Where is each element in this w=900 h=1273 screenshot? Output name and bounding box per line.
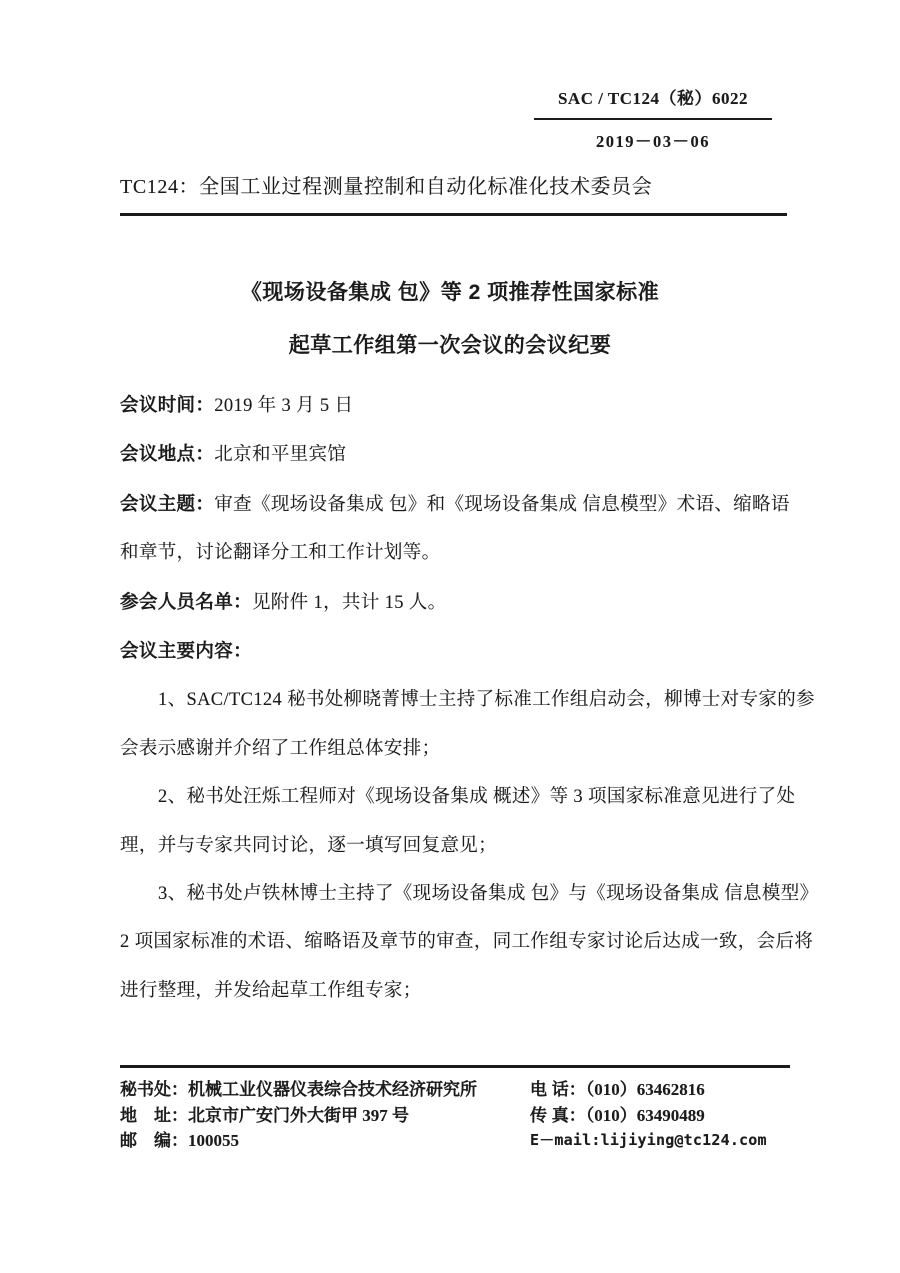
- meeting-place-label: 会议地点：: [120, 443, 215, 465]
- fax-value: （010）63490489: [585, 1105, 705, 1125]
- footer-email-row: [530, 1128, 810, 1154]
- attendees-label: 参会人员名单：: [120, 590, 252, 612]
- body-line-attendees: [120, 578, 790, 627]
- phone-value: （010）63462816: [585, 1080, 705, 1099]
- meeting-time-label: 会议时间：: [120, 394, 215, 415]
- body-line-meeting-topic-cont: 和章节，讨论翻译分工和工作计划等。: [120, 543, 441, 564]
- body-line-meeting-place: [120, 430, 790, 479]
- doc-number: SAC / TC124（秘）6022: [557, 89, 749, 108]
- footer-secretariat-row: [120, 1077, 530, 1103]
- body-line-meeting-topic: [120, 480, 790, 529]
- address-label: 地 址：: [120, 1105, 188, 1125]
- email-label: E－mail:: [530, 1131, 601, 1149]
- doc-number-divider: [534, 118, 772, 120]
- body-line-main-content-heading: [120, 627, 790, 676]
- document-title: [0, 276, 900, 359]
- body-line-item-3-cont-1: 2 项国家标准的术语、缩略语及章节的审查，同工作组专家讨论后达成一致，会后将: [120, 932, 814, 953]
- doc-date: 2019－03－06: [596, 132, 710, 151]
- body-line-meeting-time: [120, 381, 790, 430]
- body-line-item-2: 2、秘书处汪烁工程师对《现场设备集成 概述》等 3 项国家标准意见进行了处: [158, 787, 796, 808]
- email-value: lijiying@tc124.com: [600, 1131, 767, 1149]
- meeting-topic-label: 会议主题：: [120, 492, 215, 514]
- postcode-label: 邮 编：: [120, 1131, 188, 1150]
- meeting-time-value: 2019 年 3 月 5 日: [214, 396, 354, 416]
- postcode-value: 100055: [188, 1131, 239, 1150]
- header-divider: [120, 213, 787, 216]
- document-body: [120, 381, 819, 1015]
- phone-label: 电 话：: [530, 1080, 586, 1099]
- body-line-item-2-cont: 理，并与专家共同讨论，逐一填写回复意见；: [120, 835, 498, 856]
- fax-label: 传 真：: [530, 1105, 586, 1125]
- body-line-item-3: 3、秘书处卢铁林博士主持了《现场设备集成 包》与《现场设备集成 信息模型》: [158, 884, 819, 905]
- committee-name: TC124：全国工业过程测量控制和自动化标准化技术委员会: [120, 176, 653, 198]
- body-line-item-3-cont-2: 进行整理，并发给起草工作组专家；: [120, 980, 422, 1001]
- footer-left-column: [120, 1077, 530, 1154]
- body-line-item-1: 1、SAC/TC124 秘书处柳晓菁博士主持了标准工作组启动会，柳博士对专家的参: [158, 690, 815, 711]
- secretariat-value: 机械工业仪器仪表综合技术经济研究所: [188, 1080, 477, 1099]
- footer-address-row: [120, 1103, 530, 1129]
- document-header: [534, 84, 772, 152]
- meeting-topic-value: 审查《现场设备集成 包》和《现场设备集成 信息模型》术语、缩略语: [214, 494, 790, 515]
- footer-fax-row: [530, 1103, 810, 1129]
- title-line-1: 《现场设备集成 包》等 2 项推荐性国家标准: [240, 281, 660, 304]
- footer-phone-row: [530, 1077, 810, 1103]
- address-value: 北京市广安门外大街甲 397 号: [188, 1105, 409, 1125]
- meeting-place-value: 北京和平里宾馆: [214, 445, 347, 466]
- main-content-label: 会议主要内容：: [120, 640, 252, 662]
- document-footer: [120, 1077, 810, 1154]
- footer-postcode-row: [120, 1128, 530, 1154]
- footer-divider: [120, 1065, 790, 1068]
- secretariat-label: 秘书处：: [120, 1080, 188, 1099]
- title-line-2: 起草工作组第一次会议的会议纪要: [288, 334, 612, 357]
- body-line-item-1-cont: 会表示感谢并介绍了工作组总体安排；: [120, 738, 441, 759]
- attendees-value: 见附件 1，共计 15 人。: [251, 592, 447, 613]
- footer-right-column: [530, 1077, 810, 1154]
